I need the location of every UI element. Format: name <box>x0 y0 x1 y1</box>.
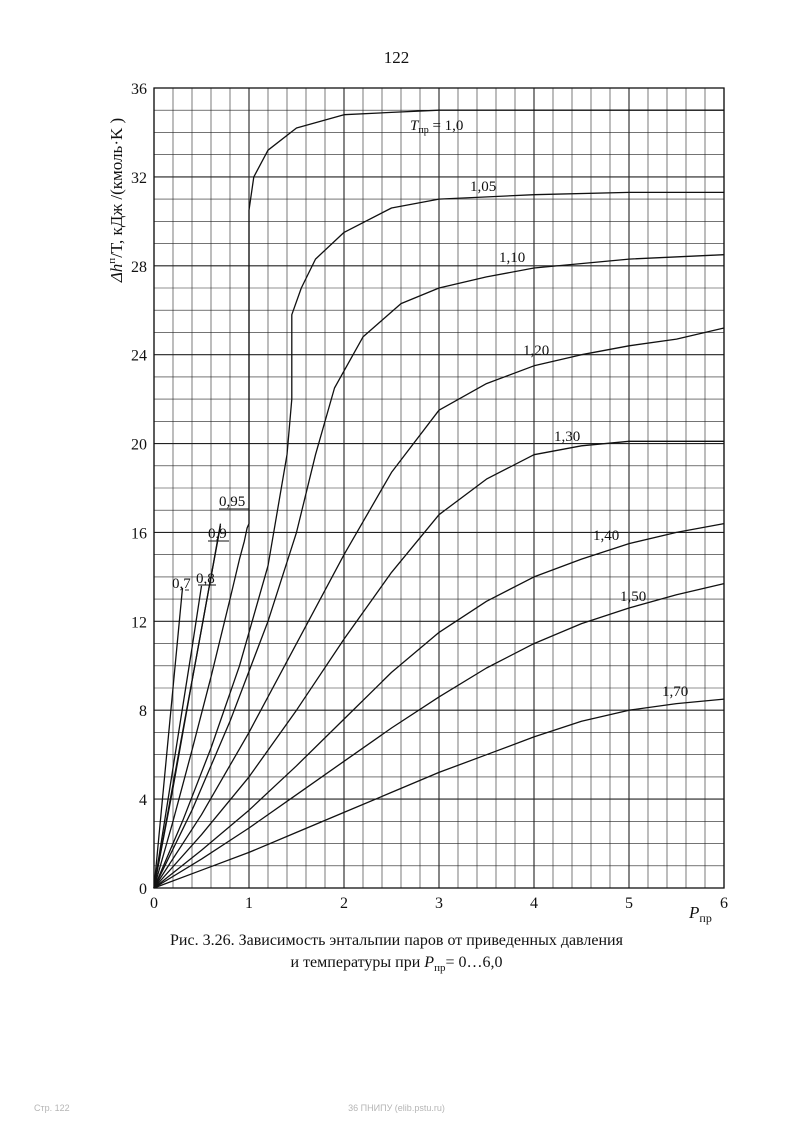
x-axis-label: $P_{пр}$ <box>689 903 712 925</box>
y-tick-label: 28 <box>131 258 147 276</box>
page-number: 122 <box>383 48 410 67</box>
caption-var-sub: пр <box>434 962 446 975</box>
x-tick-label: 6 <box>720 895 728 912</box>
x-tick-label: 2 <box>340 895 348 912</box>
figure-caption <box>0 930 793 979</box>
x-tick-label: 4 <box>530 895 538 912</box>
y-tick-label: 24 <box>131 347 147 365</box>
series-label: 0,9 <box>208 526 227 542</box>
series-label: 0,95 <box>219 494 246 510</box>
series-label: 1,20 <box>523 343 550 359</box>
y-axis-label: $\Delta h^п/T$, кДж /(кмоль·K ) <box>106 117 126 283</box>
caption-line-2-post: = 0…6,0 <box>445 954 503 971</box>
y-tick-label: 36 <box>131 81 147 98</box>
y-tick-label: 20 <box>131 436 147 454</box>
caption-var: P <box>424 954 435 971</box>
x-tick-label: 1 <box>245 895 253 912</box>
y-tick-label: 4 <box>139 792 147 810</box>
series-label: 1,30 <box>554 429 581 445</box>
y-tick-label: 0 <box>139 881 147 898</box>
series-label: 1,05 <box>470 179 497 195</box>
caption-line-2-pre: и температуры при <box>290 954 425 971</box>
x-tick-label: 0 <box>150 895 158 912</box>
footer-source: 36 ПНИПУ (elib.pstu.ru) <box>348 1103 445 1113</box>
x-tick-label: 3 <box>435 895 443 912</box>
series-label: 1,70 <box>662 684 689 700</box>
series-label: 1,40 <box>593 528 620 544</box>
series-label: 0,7 <box>172 576 191 592</box>
grid <box>154 88 724 888</box>
x-tick-label: 5 <box>625 895 633 912</box>
y-tick-label: 12 <box>131 614 147 632</box>
series-label: 0,8 <box>196 571 215 587</box>
y-tick-label: 8 <box>139 703 147 721</box>
caption-line-2 <box>0 952 793 979</box>
y-tick-label: 16 <box>131 525 147 543</box>
caption-line-1: Рис. 3.26. Зависимость энтальпии паров от приведенных давления <box>170 932 623 949</box>
series-label: $T_{пр} = 1,0$ <box>410 118 464 136</box>
series-label: 1,50 <box>620 589 647 605</box>
series-label: 1,10 <box>499 250 526 266</box>
y-tick-label: 32 <box>131 169 147 187</box>
footer-page-label: Стр. 122 <box>34 1103 70 1113</box>
